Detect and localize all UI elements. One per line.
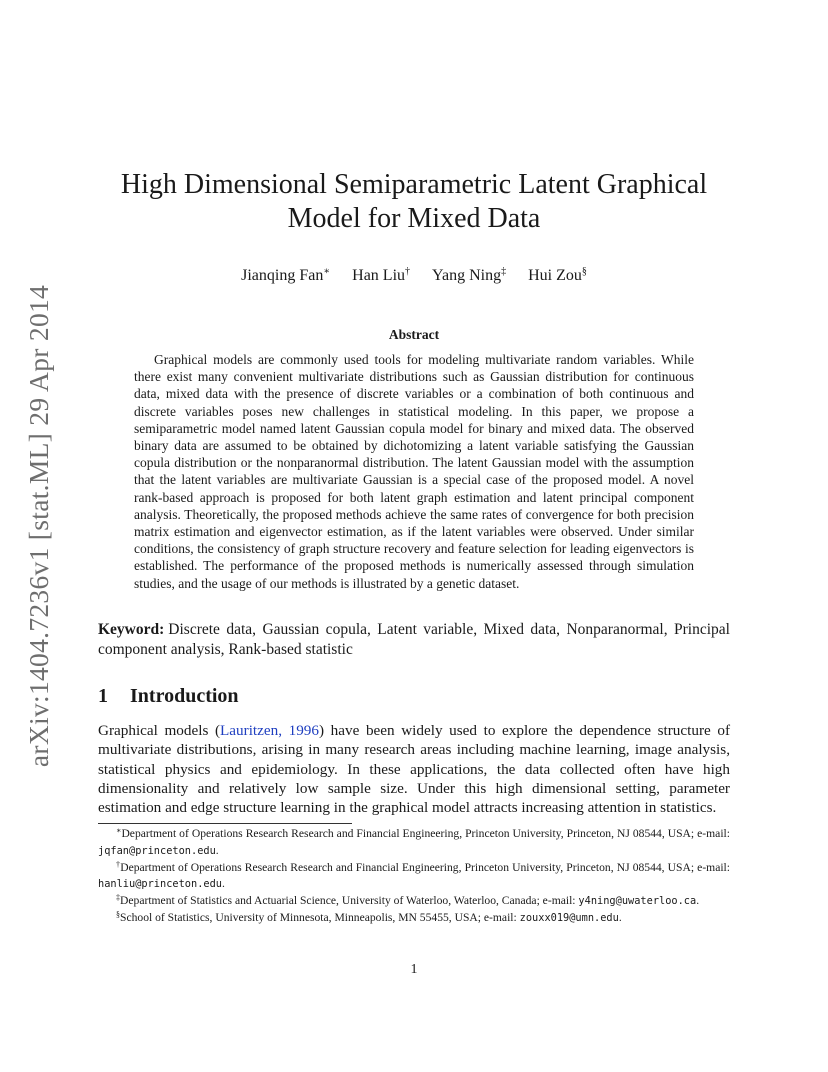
footnote-text: Department of Statistics and Actuarial Science, University of Waterloo, Waterloo, Canada; e-mail: xyxy=(120,894,579,908)
footnote xyxy=(98,893,730,910)
author-footnote-mark: § xyxy=(581,266,587,277)
citation-link[interactable]: Lauritzen, 1996 xyxy=(220,722,319,739)
author-name: Jianqing Fan xyxy=(241,267,324,284)
footnote-text: School of Statistics, University of Minnesota, Minneapolis, MN 55455, USA; e-mail: xyxy=(120,910,520,924)
author xyxy=(432,267,506,284)
footnote-end: . xyxy=(618,910,622,924)
intro-paragraph xyxy=(98,721,730,817)
section-title: Introduction xyxy=(130,685,239,707)
author-name: Hui Zou xyxy=(528,267,582,284)
abstract-text: Graphical models are commonly used tools for modeling multivariate random variables. While there exist many convenient multivariate distributions such as Gaussian distribution for continuous data, mixed data with the presence of discrete variables or a combination of both continuous and discrete variables poses new challenges in statistical modeling. In this paper, we propose a semiparametric model named latent Gaussian copula model for binary and mixed data. The observed binary data are assumed to be obtained by dichotomizing a latent variable satisfying the Gaussian copula distribution or the nonparanormal distribution. The latent Gaussian model with the assumption that the latent variables are multivariate Gaussian is a special case of the proposed model. A novel rank-based approach is proposed for both latent graph estimation and latent principal component analysis. Theoretically, the proposed methods achieve the same rates of convergence for both precision matrix estimation and eigenvector estimation, as if the latent variables were observed. Under similar conditions, the consistency of graph structure recovery and feature selection for leading eigenvectors is established. The performance of the proposed methods is numerically assessed through simulation studies, and the usage of our methods is illustrated by a genetic dataset. xyxy=(134,352,694,591)
footnote xyxy=(98,910,730,927)
footnote xyxy=(98,860,730,894)
footnote-email: zouxx019@umn.edu xyxy=(519,911,619,924)
footnote-mark: ∗ xyxy=(116,826,122,835)
author xyxy=(241,267,330,284)
keywords-label: Keyword: xyxy=(98,621,165,638)
author-footnote-mark: ∗ xyxy=(323,266,331,277)
author-name: Yang Ning xyxy=(432,267,502,284)
footnote-end: . xyxy=(215,843,219,857)
footnote-email: jqfan@princeton.edu xyxy=(98,844,216,857)
author xyxy=(352,267,410,284)
page-number: 1 xyxy=(410,962,418,977)
footnote-text: Department of Operations Research Research and Financial Engineering, Princeton University, Princeton, NJ 08544, USA; e-mail: xyxy=(121,827,730,840)
section-number: 1 xyxy=(98,685,108,707)
section-heading xyxy=(98,683,730,709)
keywords xyxy=(98,620,730,659)
footnote xyxy=(98,826,730,860)
author-list xyxy=(98,266,730,286)
paper-title: High Dimensional Semiparametric Latent Graphical Model for Mixed Data xyxy=(120,169,708,234)
author xyxy=(528,267,587,284)
footnote-rule xyxy=(98,823,352,824)
footnote-text: Department of Operations Research Research and Financial Engineering, Princeton University, Princeton, NJ 08544, USA; e-mail: xyxy=(120,860,731,874)
author-footnote-mark: † xyxy=(405,266,411,277)
arxiv-identifier-text: arXiv:1404.7236v1 [stat.ML] 29 Apr 2014 xyxy=(23,284,54,768)
footnote-mark: § xyxy=(116,909,120,919)
footnotes xyxy=(98,826,730,927)
footnote-mark: † xyxy=(116,859,121,869)
author-name: Han Liu xyxy=(352,267,406,284)
footnote-mark: ‡ xyxy=(116,893,120,903)
author-footnote-mark: ‡ xyxy=(501,266,507,277)
intro-text-start: Graphical models ( xyxy=(98,722,221,739)
footnote-end: . xyxy=(222,877,225,891)
footnote-end: . xyxy=(696,894,700,908)
abstract-heading: Abstract xyxy=(388,327,440,342)
footnote-email: y4ning@uwaterloo.ca xyxy=(578,895,697,908)
keywords-text: Discrete data, Gaussian copula, Latent variable, Mixed data, Nonparanormal, Principal component analysis, Rank-based statistic xyxy=(98,621,730,658)
footnote-email: hanliu@princeton.edu xyxy=(98,878,222,891)
intro-text-rest: ) have been widely used to explore the dependence structure of multivariate distributions, arising in many research areas including machine learning, image analysis, statistical physics and epidemiology. In these applications, the data collected often have high dimensionality and relatively low sample size. Under this high dimensional setting, parameter estimation and edge structure learning in the graphical model attracts increasing attention in statistics. xyxy=(98,722,731,817)
arxiv-identifier-stamp xyxy=(14,284,64,768)
